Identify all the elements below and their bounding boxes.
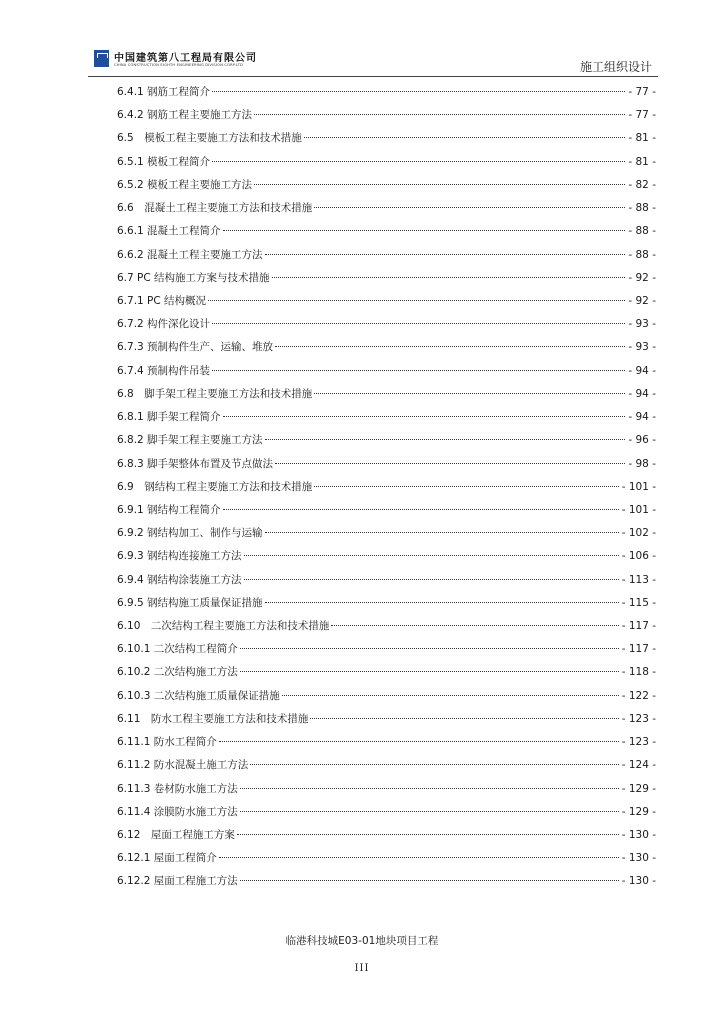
toc-entry-title: 6.8.1 脚手架工程简介 — [117, 411, 221, 424]
toc-entry[interactable] — [117, 360, 656, 383]
toc-entry-page: - 122 - — [621, 689, 656, 702]
toc-entry-title: 6.5.2 模板工程主要施工方法 — [117, 178, 253, 191]
toc-entry-title: 6.4.2 钢筋工程主要施工方法 — [117, 109, 253, 122]
toc-dot-leader — [265, 254, 626, 255]
toc-entry[interactable] — [117, 336, 656, 359]
toc-dot-leader — [219, 741, 619, 742]
toc-entry-title: 6.11.3 卷材防水施工方法 — [117, 782, 238, 795]
toc-entry-title: 6.11.1 防水工程简介 — [117, 736, 217, 749]
toc-entry-page: - 130 - — [621, 829, 656, 841]
toc-entry[interactable] — [117, 127, 656, 150]
toc-entry[interactable] — [117, 453, 656, 476]
toc-entry-title: 6.8.2 脚手架工程主要施工方法 — [117, 434, 263, 447]
toc-entry-page: - 118 - — [621, 666, 656, 679]
toc-entry[interactable] — [117, 406, 656, 429]
toc-entry[interactable] — [117, 313, 656, 336]
toc-dot-leader — [265, 602, 619, 603]
toc-entry-title: 6.7.1 PC 结构概况 — [117, 294, 207, 307]
toc-entry-title: 6.4.1 钢筋工程简介 — [117, 86, 211, 98]
toc-entry-title: 6.5 模板工程主要施工方法和技术措施 — [117, 132, 302, 145]
toc-entry[interactable] — [117, 151, 656, 174]
toc-dot-leader — [310, 718, 618, 719]
toc-entry[interactable] — [117, 290, 656, 313]
toc-entry-page: - 81 - — [628, 155, 656, 168]
toc-entry-page: - 82 - — [628, 178, 656, 191]
toc-entry[interactable] — [117, 244, 656, 267]
toc-entry[interactable] — [117, 847, 656, 870]
toc-dot-leader — [275, 346, 625, 347]
toc-entry[interactable] — [117, 174, 656, 197]
toc-entry-page: - 92 - — [628, 294, 656, 307]
toc-entry-page: - 88 - — [628, 248, 656, 261]
toc-entry-title: 6.11.2 防水混凝土施工方法 — [117, 759, 249, 772]
toc-dot-leader — [275, 463, 625, 464]
toc-entry[interactable] — [117, 661, 656, 684]
toc-entry-title: 6.12 屋面工程施工方案 — [117, 829, 235, 841]
toc-entry-page: - 106 - — [621, 550, 656, 563]
toc-dot-leader — [314, 486, 619, 487]
toc-entry-page: - 117 - — [621, 620, 656, 633]
toc-entry-page: - 130 - — [621, 875, 656, 888]
toc-entry[interactable] — [117, 870, 656, 893]
toc-entry[interactable] — [117, 220, 656, 243]
toc-entry[interactable] — [117, 638, 656, 661]
toc-entry[interactable] — [117, 754, 656, 777]
toc-entry-title: 6.7.4 预制构件吊装 — [117, 364, 211, 377]
toc-entry-page: - 98 - — [628, 457, 656, 470]
toc-entry-page: - 77 - — [628, 86, 656, 98]
toc-entry-page: - 96 - — [628, 434, 656, 447]
toc-entry-page: - 124 - — [621, 759, 656, 772]
footer-page-number: III — [354, 963, 370, 974]
toc-dot-leader — [244, 579, 619, 580]
toc-entry-title: 6.10.3 二次结构施工质量保证措施 — [117, 689, 280, 702]
toc-entry-title: 6.9.5 钢结构施工质量保证措施 — [117, 596, 263, 609]
page-header — [88, 46, 658, 77]
toc-entry[interactable] — [117, 197, 656, 220]
toc-dot-leader — [272, 277, 626, 278]
toc-entry-title: 6.9.1 钢结构工程简介 — [117, 503, 221, 516]
toc-dot-leader — [223, 230, 626, 231]
toc-entry-title: 6.7.3 预制构件生产、运输、堆放 — [117, 341, 274, 354]
toc-entry[interactable] — [117, 731, 656, 754]
toc-dot-leader — [219, 857, 619, 858]
toc-dot-leader — [250, 764, 618, 765]
toc-entry-page: - 102 - — [621, 527, 656, 540]
toc-entry-title: 6.12.2 屋面工程施工方法 — [117, 875, 238, 888]
toc-entry-title: 6.5.1 模板工程简介 — [117, 155, 211, 168]
company-name-en: CHINA CONSTRUCTION EIGHTH ENGINEERING DIVISION CORP.LTD — [114, 63, 244, 67]
toc-entry[interactable] — [117, 104, 656, 127]
toc-dot-leader — [212, 91, 625, 92]
toc-entry-title: 6.7 PC 结构施工方案与技术措施 — [117, 271, 270, 284]
toc-entry-page: - 115 - — [621, 596, 656, 609]
toc-entry-page: - 123 - — [621, 712, 656, 725]
toc-entry-title: 6.10 二次结构工程主要施工方法和技术措施 — [117, 620, 330, 633]
toc-entry-title: 6.10.2 二次结构施工方法 — [117, 666, 238, 679]
toc-dot-leader — [265, 532, 619, 533]
toc-entry[interactable] — [117, 824, 656, 847]
toc-entry[interactable] — [117, 476, 656, 499]
toc-dot-leader — [240, 880, 619, 881]
toc-dot-leader — [223, 416, 626, 417]
toc-dot-leader — [212, 161, 625, 162]
toc-entry-title: 6.8 脚手架工程主要施工方法和技术措施 — [117, 387, 313, 400]
toc-dot-leader — [314, 207, 625, 208]
toc-entry[interactable] — [117, 522, 656, 545]
toc-entry-page: - 129 - — [621, 782, 656, 795]
toc-entry[interactable] — [117, 429, 656, 452]
toc-entry-title: 6.9.4 钢结构涂装施工方法 — [117, 573, 242, 586]
toc-dot-leader — [212, 323, 625, 324]
toc-entry-title: 6.9 钢结构工程主要施工方法和技术措施 — [117, 480, 313, 493]
toc-dot-leader — [282, 695, 619, 696]
toc-dot-leader — [223, 509, 619, 510]
toc-entry-title: 6.11 防水工程主要施工方法和技术措施 — [117, 712, 309, 725]
toc-entry-page: - 117 - — [621, 643, 656, 656]
toc-entry-page: - 88 - — [628, 202, 656, 215]
toc-entry-page: - 94 - — [628, 387, 656, 400]
toc-dot-leader — [237, 834, 619, 835]
toc-dot-leader — [240, 788, 619, 789]
document-type: 施工组织设计 — [579, 60, 652, 74]
toc-dot-leader — [212, 370, 625, 371]
toc-dot-leader — [265, 439, 626, 440]
toc-entry[interactable] — [117, 383, 656, 406]
toc-entry-page: - 101 - — [621, 503, 656, 516]
toc-entry-page: - 129 - — [621, 805, 656, 818]
toc-entry-title: 6.12.1 屋面工程简介 — [117, 852, 217, 865]
toc-dot-leader — [240, 671, 619, 672]
toc-entry-page: - 77 - — [628, 109, 656, 122]
toc-entry[interactable] — [117, 778, 656, 801]
toc-entry-page: - 94 - — [628, 411, 656, 424]
toc-entry[interactable] — [117, 569, 656, 592]
toc-dot-leader — [208, 300, 625, 301]
toc-dot-leader — [240, 648, 619, 649]
toc-entry-page: - 81 - — [628, 132, 656, 145]
toc-entry[interactable] — [117, 685, 656, 708]
toc-entry[interactable] — [117, 545, 656, 568]
toc-entry-page: - 93 - — [628, 341, 656, 354]
toc-entry-page: - 101 - — [621, 480, 656, 493]
toc-entry-title: 6.11.4 涂膜防水施工方法 — [117, 805, 238, 818]
toc-entry[interactable] — [117, 801, 656, 824]
toc-entry[interactable] — [117, 592, 656, 615]
toc-entry-page: - 113 - — [621, 573, 656, 586]
toc-entry-title: 6.6 混凝土工程主要施工方法和技术措施 — [117, 202, 313, 215]
company-name-cn: 中国建筑第八工程局有限公司 — [114, 53, 257, 64]
toc-entry-title: 6.9.2 钢结构加工、制作与运输 — [117, 527, 263, 540]
toc-entry-page: - 130 - — [621, 852, 656, 865]
toc-entry-page: - 88 - — [628, 225, 656, 238]
toc-dot-leader — [240, 811, 619, 812]
table-of-contents — [117, 81, 656, 894]
toc-entry-page: - 123 - — [621, 736, 656, 749]
toc-entry-page: - 94 - — [628, 364, 656, 377]
toc-entry[interactable] — [117, 499, 656, 522]
toc-entry-page: - 93 - — [628, 318, 656, 331]
toc-dot-leader — [254, 114, 625, 115]
toc-entry-title: 6.10.1 二次结构工程简介 — [117, 643, 238, 656]
toc-entry[interactable] — [117, 708, 656, 731]
toc-dot-leader — [244, 555, 619, 556]
toc-entry[interactable] — [117, 615, 656, 638]
toc-dot-leader — [254, 184, 625, 185]
toc-dot-leader — [331, 625, 618, 626]
footer-project-name: 临港科技城E03-01地块项目工程 — [285, 935, 439, 947]
toc-entry-title: 6.9.3 钢结构连接施工方法 — [117, 550, 242, 563]
toc-entry[interactable] — [117, 267, 656, 290]
toc-entry-title: 6.8.3 脚手架整体布置及节点做法 — [117, 457, 274, 470]
toc-entry-title: 6.6.1 混凝土工程简介 — [117, 225, 221, 238]
toc-entry-page: - 92 - — [628, 271, 656, 284]
toc-entry-title: 6.6.2 混凝土工程主要施工方法 — [117, 248, 263, 261]
toc-dot-leader — [304, 137, 626, 138]
toc-dot-leader — [314, 393, 625, 394]
toc-entry-title: 6.7.2 构件深化设计 — [117, 318, 211, 331]
cscec-logo-icon — [94, 50, 109, 67]
toc-entry[interactable] — [117, 81, 656, 104]
